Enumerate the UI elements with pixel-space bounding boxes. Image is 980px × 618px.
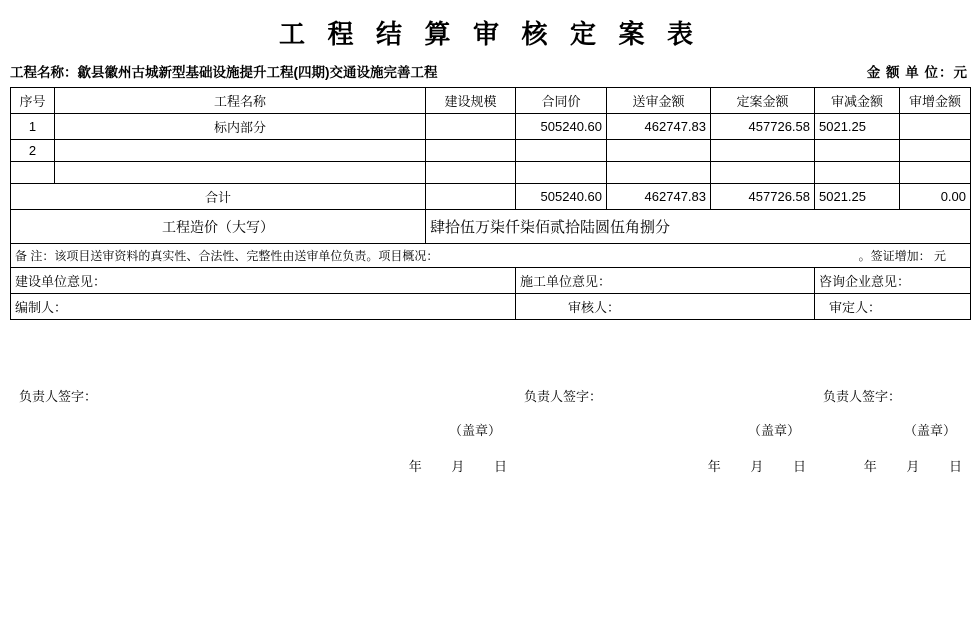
column-header-scale: 建设规模 <box>426 88 516 114</box>
project-name-line <box>10 61 438 81</box>
signature-person-label: 负责人签字： <box>524 389 603 404</box>
row-name <box>55 162 426 184</box>
signature-date <box>815 456 962 475</box>
signature-title: 施工单位意见： <box>520 274 612 289</box>
row-submitted: 462747.83 <box>607 114 711 140</box>
amount-unit-note: 金 额 单 位：元 <box>866 65 968 80</box>
note-cell <box>11 244 971 268</box>
date-year-label: 年 <box>863 459 877 474</box>
total-row <box>11 184 971 210</box>
column-header-name: 工程名称 <box>55 88 426 114</box>
seal-label: （盖章） <box>747 423 800 438</box>
signature-date <box>516 456 806 475</box>
column-header-contract: 合同价 <box>516 88 607 114</box>
row-no: 1 <box>11 114 55 140</box>
signature-title: 建设单位意见： <box>15 274 107 289</box>
row-settled <box>711 140 815 162</box>
column-header-no: 序号 <box>11 88 55 114</box>
approver-label: 审定人： <box>815 294 971 320</box>
note-text: 备 注：该项目送审资料的真实性、合法性、完整性由送审单位负责。项目概况： <box>15 249 439 263</box>
note-row <box>11 244 971 268</box>
project-name-value: 歙县徽州古城新型基础设施提升工程(四期)交通设施完善工程 <box>77 65 438 80</box>
row-name: 标内部分 <box>55 114 426 140</box>
signature-title: 咨询企业意见： <box>819 274 911 289</box>
date-month-label: 月 <box>451 459 465 474</box>
date-month-label: 月 <box>750 459 764 474</box>
signature-row <box>11 268 971 294</box>
row-settled: 457726.58 <box>711 114 815 140</box>
signature-person-label: 负责人签字： <box>19 389 98 404</box>
row-contract <box>516 140 607 162</box>
settlement-table <box>10 87 971 474</box>
column-header-settled: 定案金额 <box>711 88 815 114</box>
amount-words-value: 肆拾伍万柒仟柒佰贰拾陆圆伍角捌分 <box>426 210 971 244</box>
page-title: 工 程 结 算 审 核 定 案 表 <box>278 20 701 49</box>
total-label: 合计 <box>11 184 426 210</box>
date-day-label: 日 <box>792 459 806 474</box>
signature-date <box>11 456 507 475</box>
total-scale <box>426 184 516 210</box>
signature-person-label: 负责人签字： <box>823 389 902 404</box>
table-header-row <box>11 88 971 114</box>
row-settled <box>711 162 815 184</box>
row-scale <box>426 114 516 140</box>
project-name-label: 工程名称： <box>10 65 78 80</box>
row-increased <box>900 140 971 162</box>
seal-label: （盖章） <box>448 423 501 438</box>
note-extra-text: 。签证增加： 元 <box>858 249 946 263</box>
total-settled: 457726.58 <box>711 184 815 210</box>
date-day-label: 日 <box>948 459 962 474</box>
row-scale <box>426 162 516 184</box>
table-row <box>11 114 971 140</box>
column-header-submitted: 送审金额 <box>607 88 711 114</box>
total-contract: 505240.60 <box>516 184 607 210</box>
row-name <box>55 140 426 162</box>
preparer-label: 编制人： <box>11 294 516 320</box>
row-no <box>11 162 55 184</box>
date-month-label: 月 <box>906 459 920 474</box>
row-reduced <box>815 140 900 162</box>
row-reduced <box>815 162 900 184</box>
table-row <box>11 162 971 184</box>
row-increased <box>900 162 971 184</box>
row-submitted <box>607 140 711 162</box>
row-reduced: 5021.25 <box>815 114 900 140</box>
total-submitted: 462747.83 <box>607 184 711 210</box>
row-contract: 505240.60 <box>516 114 607 140</box>
amount-words-row <box>11 210 971 244</box>
row-no: 2 <box>11 140 55 162</box>
date-year-label: 年 <box>707 459 721 474</box>
seal-label: （盖章） <box>903 423 956 438</box>
column-header-reduced: 审减金额 <box>815 88 900 114</box>
amount-words-label: 工程造价（大写） <box>11 210 426 244</box>
table-row <box>11 140 971 162</box>
row-increased <box>900 114 971 140</box>
row-contract <box>516 162 607 184</box>
column-header-increased: 审增金额 <box>900 88 971 114</box>
date-year-label: 年 <box>408 459 422 474</box>
footer-row <box>11 294 971 320</box>
row-scale <box>426 140 516 162</box>
total-increased: 0.00 <box>900 184 971 210</box>
date-day-label: 日 <box>493 459 507 474</box>
row-submitted <box>607 162 711 184</box>
total-reduced: 5021.25 <box>815 184 900 210</box>
reviewer-label: 审核人： <box>516 294 815 320</box>
project-header <box>0 61 980 87</box>
